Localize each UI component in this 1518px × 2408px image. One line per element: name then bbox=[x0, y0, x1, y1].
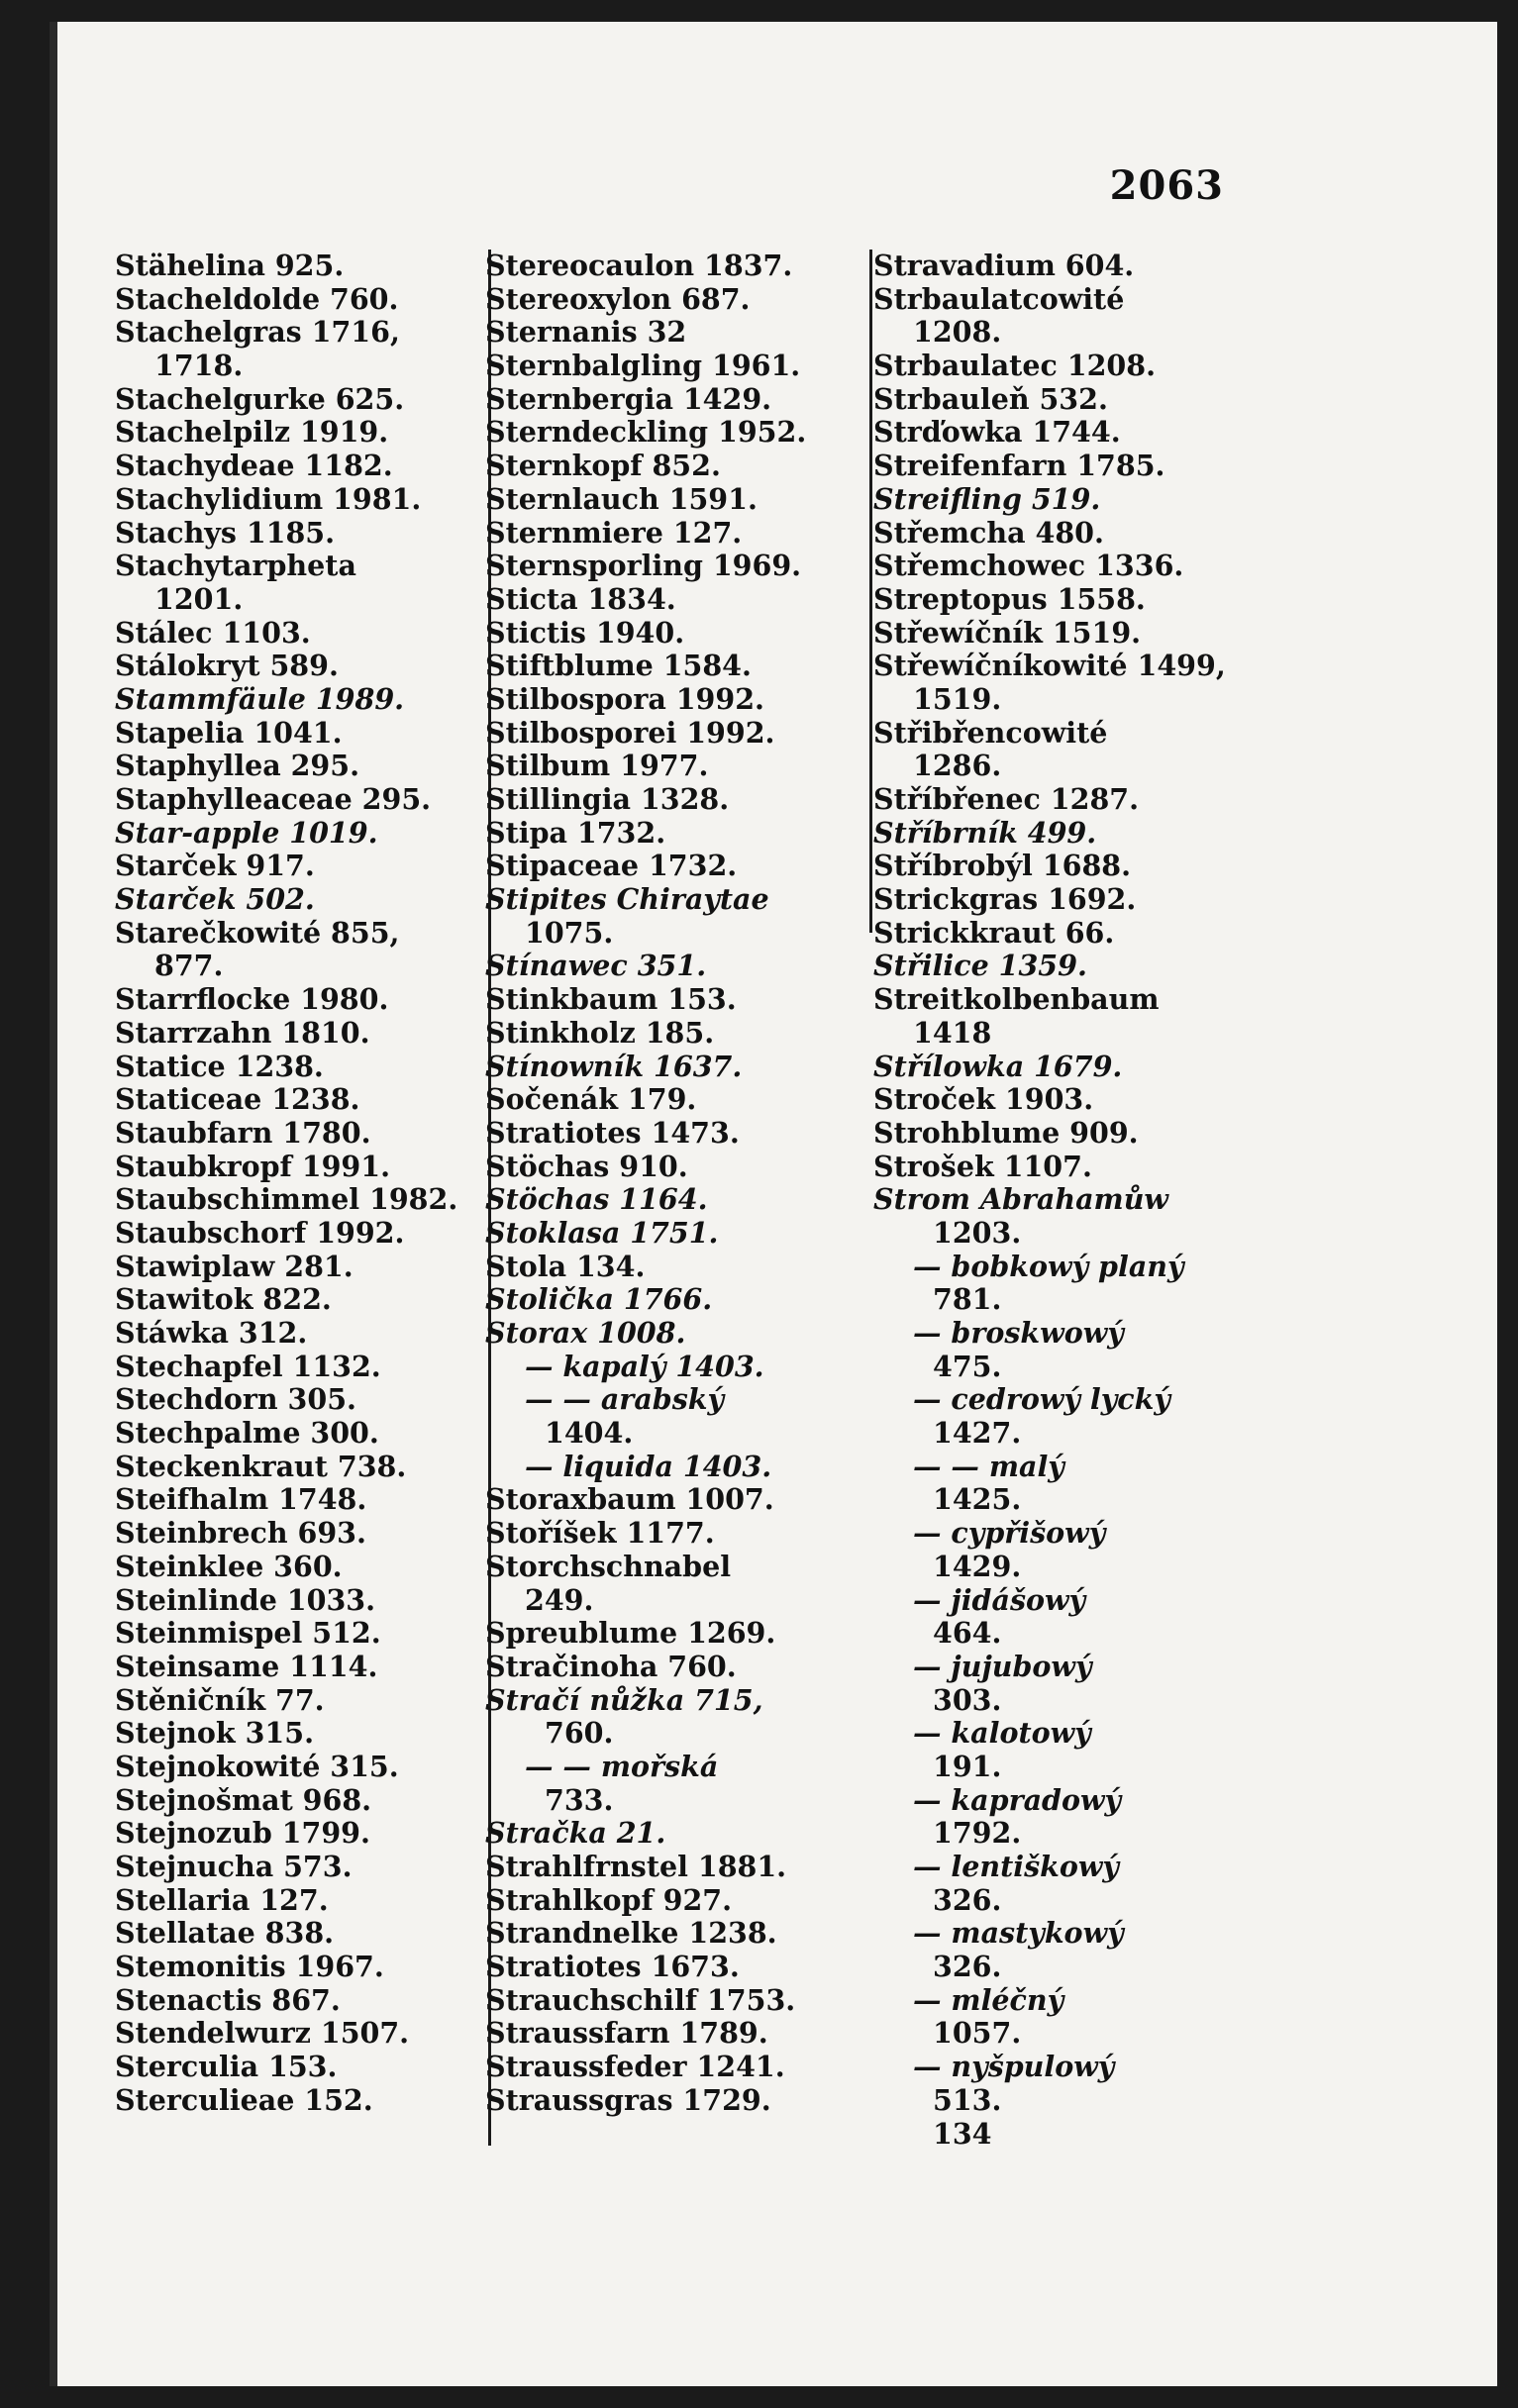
index-entry: 1203. bbox=[933, 1215, 1022, 1250]
index-entry: 1429. bbox=[933, 1549, 1022, 1583]
index-entry: Streifenfarn 1785. bbox=[873, 449, 1165, 483]
index-entry: 326. bbox=[933, 1950, 1002, 1984]
index-entry: Steinbrech 693. bbox=[115, 1516, 366, 1551]
index-entry: Stawiplaw 281. bbox=[115, 1249, 354, 1283]
index-entry: Stoklasa 1751. bbox=[485, 1215, 719, 1250]
index-entry: 1201. bbox=[154, 581, 244, 616]
index-entry: Sternmiere 127. bbox=[485, 515, 743, 550]
index-entry: 134 bbox=[933, 2116, 992, 2151]
index-entry: Strauchschilf 1753. bbox=[485, 1982, 796, 2017]
index-entry: Streptopus 1558. bbox=[873, 581, 1146, 616]
index-entry: Steinlinde 1033. bbox=[115, 1582, 376, 1617]
index-entry: Strbauleň 532. bbox=[873, 381, 1108, 416]
index-entry: Strahlkopf 927. bbox=[485, 1882, 733, 1917]
index-entry: 1519. bbox=[913, 681, 1002, 716]
index-entry: Steinsame 1114. bbox=[115, 1649, 378, 1683]
index-entry: Stinkbaum 153. bbox=[485, 982, 737, 1017]
index-entry: Staubschorf 1992. bbox=[115, 1215, 405, 1250]
index-entry: Stillingia 1328. bbox=[485, 782, 730, 816]
index-entry: Sternkopf 852. bbox=[485, 449, 721, 483]
index-entry: 760. bbox=[545, 1716, 614, 1751]
index-entry: Stravadium 604. bbox=[873, 249, 1135, 282]
index-entry: Stejnošmat 968. bbox=[115, 1782, 372, 1817]
index-entry: Steifhalm 1748. bbox=[115, 1482, 367, 1517]
index-entry: 249. bbox=[525, 1582, 594, 1617]
index-entry: Stejnok 315. bbox=[115, 1716, 315, 1751]
index-entry: Staticeae 1238. bbox=[115, 1082, 360, 1117]
index-entry: Staphylleaceae 295. bbox=[115, 782, 432, 816]
index-entry: Stračinoha 760. bbox=[485, 1649, 737, 1683]
index-entry: Strahlfrnstel 1881. bbox=[485, 1850, 787, 1883]
index-entry: Strošek 1107. bbox=[873, 1149, 1092, 1183]
index-entry: Stachydeae 1182. bbox=[115, 449, 393, 483]
index-entry: Starček 502. bbox=[115, 882, 315, 917]
index-entry: Staphyllea 295. bbox=[115, 749, 360, 783]
index-entry: 513. bbox=[933, 2082, 1002, 2117]
index-entry: Sticta 1834. bbox=[485, 581, 676, 616]
index-entry: Stejnucha 573. bbox=[115, 1850, 353, 1883]
index-entry: Stechdorn 305. bbox=[115, 1382, 356, 1417]
index-entry: Strandnelke 1238. bbox=[485, 1916, 777, 1951]
index-entry: — lentiškowý bbox=[913, 1850, 1119, 1883]
index-entry: 1792. bbox=[933, 1816, 1022, 1851]
index-entry: Steinmispel 512. bbox=[115, 1616, 381, 1651]
index-entry: Stříbřenec 1287. bbox=[873, 782, 1140, 816]
index-entry: Stejnokowité 315. bbox=[115, 1749, 399, 1783]
index-entry: Stapelia 1041. bbox=[115, 715, 343, 750]
index-entry: Sternlauch 1591. bbox=[485, 481, 758, 516]
index-entry: — kapradowý bbox=[913, 1782, 1122, 1817]
index-entry: Sterculia 153. bbox=[115, 2050, 338, 2084]
page-spine-edge bbox=[50, 22, 57, 2386]
index-entry: Stachys 1185. bbox=[115, 515, 336, 550]
index-entry: Sternanis 32 bbox=[485, 315, 687, 350]
index-entry: Stipaceae 1732. bbox=[485, 849, 738, 883]
index-entry: Stenactis 867. bbox=[115, 1982, 341, 2017]
index-entry: — liquida 1403. bbox=[525, 1449, 772, 1483]
index-entry: Stilbospora 1992. bbox=[485, 681, 764, 716]
index-entry: Stähelina 925. bbox=[115, 249, 345, 282]
index-entry: Staubfarn 1780. bbox=[115, 1115, 371, 1150]
index-entry: Stipa 1732. bbox=[485, 815, 666, 850]
index-entry: Stáwka 312. bbox=[115, 1316, 308, 1350]
index-entry: — cedrowý lycký bbox=[913, 1382, 1170, 1417]
index-column-3 bbox=[873, 250, 1309, 2151]
index-entry: 877. bbox=[154, 949, 224, 983]
index-entry: Stálec 1103. bbox=[115, 615, 311, 650]
index-entry: 464. bbox=[933, 1616, 1002, 1651]
index-entry: — jujubowý bbox=[913, 1649, 1092, 1683]
index-entry: Stachelgras 1716, bbox=[115, 315, 400, 350]
index-entry: — bobkowý planý bbox=[913, 1249, 1184, 1283]
index-entry: Stilbosporei 1992. bbox=[485, 715, 775, 750]
index-entry: — cypřišowý bbox=[913, 1516, 1106, 1551]
index-entry: 1286. bbox=[913, 749, 1002, 783]
index-entry: Stínawec 351. bbox=[485, 949, 707, 983]
index-entry: Storaxbaum 1007. bbox=[485, 1482, 774, 1517]
index-entry: Starček 917. bbox=[115, 849, 315, 883]
index-entry: Stereoxylon 687. bbox=[485, 281, 751, 316]
index-entry: 1057. bbox=[933, 2016, 1022, 2051]
index-entry: Střílowka 1679. bbox=[873, 1049, 1123, 1083]
index-entry: Stolička 1766. bbox=[485, 1282, 713, 1317]
index-entry: Stříbrobýl 1688. bbox=[873, 849, 1132, 883]
index-entry: Stinkholz 185. bbox=[485, 1015, 715, 1050]
index-entry: — — arabský bbox=[525, 1382, 725, 1417]
index-entry: Stračí nůžka 715, bbox=[485, 1682, 763, 1717]
index-entry: Streifling 519. bbox=[873, 481, 1101, 516]
index-entry: Stechpalme 300. bbox=[115, 1416, 379, 1451]
index-entry: Sočenák 179. bbox=[485, 1082, 697, 1117]
index-entry: Statice 1238. bbox=[115, 1049, 324, 1083]
index-entry: Streitkolbenbaum bbox=[873, 982, 1160, 1017]
index-entry: Steckenkraut 738. bbox=[115, 1449, 407, 1483]
index-entry: Stratiotes 1473. bbox=[485, 1115, 740, 1150]
index-entry: Star-apple 1019. bbox=[115, 815, 378, 850]
index-column-2 bbox=[485, 250, 871, 2118]
index-entry: 1427. bbox=[933, 1416, 1022, 1451]
index-entry: — mastykowý bbox=[913, 1916, 1124, 1951]
index-entry: Stemonitis 1967. bbox=[115, 1950, 384, 1984]
index-entry: 1718. bbox=[154, 349, 244, 383]
index-entry: Straussgras 1729. bbox=[485, 2082, 771, 2117]
index-entry: Stachelgurke 625. bbox=[115, 381, 405, 416]
index-entry: Stachytarpheta bbox=[115, 549, 356, 583]
index-entry: 303. bbox=[933, 1682, 1002, 1717]
index-entry: 733. bbox=[545, 1782, 614, 1817]
index-entry: Starrflocke 1980. bbox=[115, 982, 389, 1017]
index-entry: Střemcha 480. bbox=[873, 515, 1104, 550]
index-entry: Stálokryt 589. bbox=[115, 649, 339, 683]
index-entry: Stachylidium 1981. bbox=[115, 481, 422, 516]
index-entry: Stiftblume 1584. bbox=[485, 649, 752, 683]
index-entry: Stipites Chiraytae bbox=[485, 882, 769, 917]
page-number: 2063 bbox=[1109, 162, 1224, 209]
index-entry: — broskwowý bbox=[913, 1316, 1124, 1350]
index-entry: Stawitok 822. bbox=[115, 1282, 332, 1317]
book-page bbox=[50, 22, 1497, 2386]
index-entry: 1418 bbox=[913, 1015, 992, 1050]
index-entry: Stöchas 1164. bbox=[485, 1182, 708, 1217]
index-entry: Strďowka 1744. bbox=[873, 415, 1121, 450]
index-entry: 1425. bbox=[933, 1482, 1022, 1517]
index-entry: — — mořská bbox=[525, 1749, 719, 1783]
index-entry: Sternbalgling 1961. bbox=[485, 349, 801, 383]
index-entry: Stellaria 127. bbox=[115, 1882, 329, 1917]
index-entry: — kalotowý bbox=[913, 1716, 1091, 1751]
index-entry: Sternbergia 1429. bbox=[485, 381, 772, 416]
index-column-1 bbox=[115, 250, 491, 2118]
index-entry: Stendelwurz 1507. bbox=[115, 2016, 410, 2051]
index-entry: Starečkowité 855, bbox=[115, 915, 400, 950]
index-entry: Střibřencowité bbox=[873, 715, 1108, 750]
index-entry: 191. bbox=[933, 1749, 1002, 1783]
index-entry: Stachelpilz 1919. bbox=[115, 415, 389, 450]
index-entry: Střilice 1359. bbox=[873, 949, 1087, 983]
index-entry: Sterndeckling 1952. bbox=[485, 415, 807, 450]
index-entry: Stoříšek 1177. bbox=[485, 1516, 715, 1551]
index-entry: Stínowník 1637. bbox=[485, 1049, 743, 1083]
index-entry: Sterculieae 152. bbox=[115, 2082, 373, 2117]
index-entry: Staubschimmel 1982. bbox=[115, 1182, 458, 1217]
index-entry: Starrzahn 1810. bbox=[115, 1015, 370, 1050]
index-entry: 475. bbox=[933, 1349, 1002, 1383]
index-entry: 326. bbox=[933, 1882, 1002, 1917]
index-entry: Stammfäule 1989. bbox=[115, 681, 405, 716]
index-entry: Strom Abrahamůw bbox=[873, 1182, 1168, 1217]
index-entry: 1208. bbox=[913, 315, 1002, 350]
index-entry: Stechapfel 1132. bbox=[115, 1349, 381, 1383]
index-entry: — kapalý 1403. bbox=[525, 1349, 764, 1383]
index-entry: Steinklee 360. bbox=[115, 1549, 343, 1583]
index-entry: Stračka 21. bbox=[485, 1816, 666, 1851]
index-entry: Stejnozub 1799. bbox=[115, 1816, 370, 1851]
index-entry: Strbaulatcowité bbox=[873, 281, 1125, 316]
index-entry: Strickgras 1692. bbox=[873, 882, 1137, 917]
index-entry: — jidášowý bbox=[913, 1582, 1086, 1617]
index-entry: Stacheldolde 760. bbox=[115, 281, 399, 316]
index-entry: Strohblume 909. bbox=[873, 1115, 1139, 1150]
index-entry: Stříbrník 499. bbox=[873, 815, 1097, 850]
index-entry: 1404. bbox=[545, 1416, 634, 1451]
index-entry: Stereocaulon 1837. bbox=[485, 249, 793, 282]
index-entry: — — malý bbox=[913, 1449, 1064, 1483]
index-entry: Stratiotes 1673. bbox=[485, 1950, 740, 1984]
index-entry: Straussfarn 1789. bbox=[485, 2016, 768, 2051]
index-entry: Střewíčník 1519. bbox=[873, 615, 1142, 650]
index-entry: Straussfeder 1241. bbox=[485, 2050, 785, 2084]
index-entry: Stroček 1903. bbox=[873, 1082, 1094, 1117]
index-entry: Stěničník 77. bbox=[115, 1682, 325, 1717]
index-entry: Stellatae 838. bbox=[115, 1916, 335, 1951]
index-entry: — nyšpulowý bbox=[913, 2050, 1115, 2084]
index-entry: Storchschnabel bbox=[485, 1549, 732, 1583]
index-entry: Staubkropf 1991. bbox=[115, 1149, 390, 1183]
index-entry: Sternsporling 1969. bbox=[485, 549, 802, 583]
index-entry: Střewíčníkowité 1499, bbox=[873, 649, 1226, 683]
index-entry: Stöchas 910. bbox=[485, 1149, 688, 1183]
index-entry: — mléčný bbox=[913, 1982, 1064, 2017]
index-entry: 1075. bbox=[525, 915, 614, 950]
index-entry: Stilbum 1977. bbox=[485, 749, 709, 783]
index-entry: Strbaulatec 1208. bbox=[873, 349, 1156, 383]
index-entry: Stictis 1940. bbox=[485, 615, 685, 650]
index-entry: 781. bbox=[933, 1282, 1002, 1317]
index-entry: Strickkraut 66. bbox=[873, 915, 1115, 950]
index-entry: Spreublume 1269. bbox=[485, 1616, 776, 1651]
index-entry: Storax 1008. bbox=[485, 1316, 686, 1350]
index-entry: Střemchowec 1336. bbox=[873, 549, 1184, 583]
index-entry: Stola 134. bbox=[485, 1249, 646, 1283]
